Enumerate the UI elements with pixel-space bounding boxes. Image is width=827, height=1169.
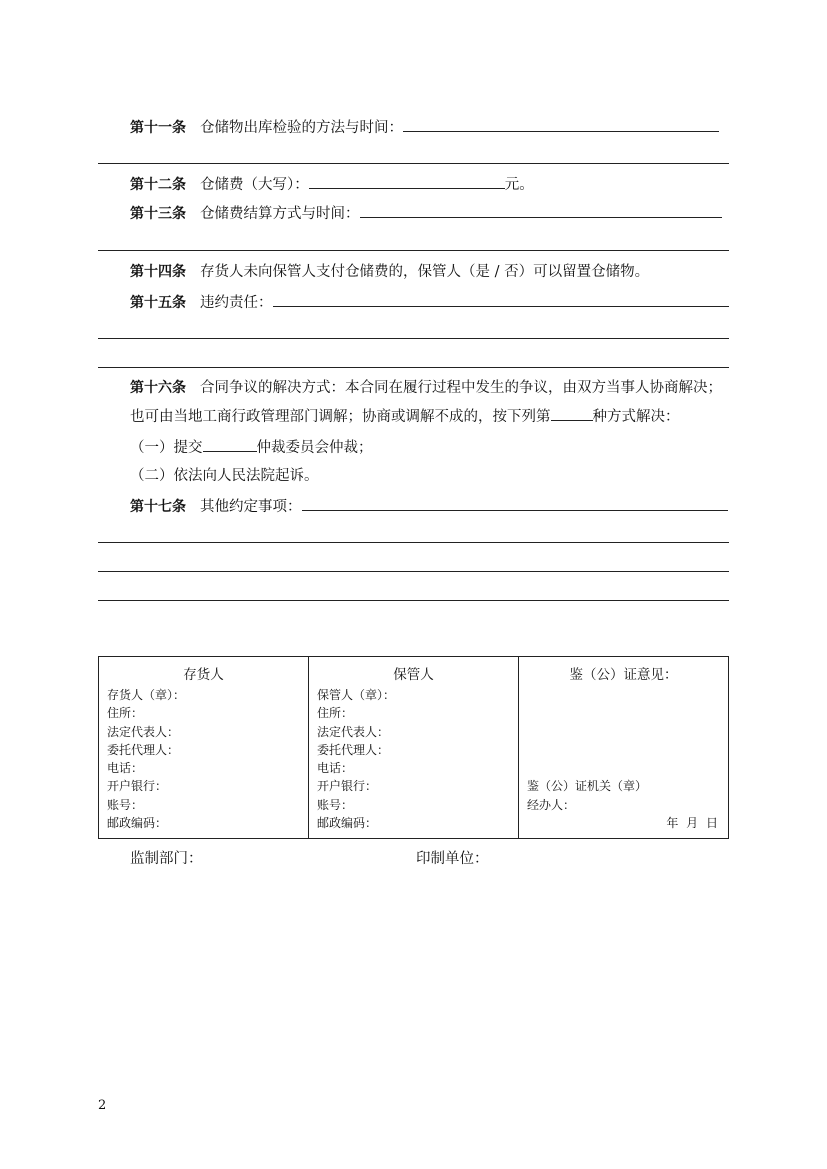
article-13	[130, 203, 722, 224]
custodian-field-seal[interactable]: 保管人（章）：	[317, 688, 396, 702]
dispute-method-blank[interactable]	[551, 406, 593, 421]
article-16-number: 第十六条	[130, 380, 186, 396]
signature-table	[98, 656, 729, 839]
article-14-number: 第十四条	[130, 264, 186, 280]
custodian-field-bank[interactable]: 开户银行：	[317, 779, 378, 794]
option-2-text: （二）依法向人民法院起诉。	[130, 468, 319, 484]
article-13-blank[interactable]	[360, 203, 722, 218]
article-13-blank-line[interactable]	[98, 250, 729, 251]
article-14-text: 存货人未向保管人支付仓储费的，保管人（是 / 否）可以留置仓储物。	[200, 264, 650, 280]
article-11	[130, 117, 719, 138]
dispute-option-1	[130, 437, 373, 458]
notary-bottom	[527, 777, 720, 832]
depositor-cell	[99, 657, 309, 839]
option-1-prefix: （一）提交	[130, 440, 203, 456]
storage-fee-blank[interactable]	[309, 174, 505, 189]
notary-handler[interactable]: 经办人：	[527, 797, 576, 812]
page-number: 2	[98, 1098, 107, 1113]
article-17	[130, 496, 728, 517]
article-16-text: 合同争议的解决方式：本合同在履行过程中发生的争议，由双方当事人协商解决；也可由当地工商行政管理部门调解；协商或调解不成的，按下列第	[130, 380, 722, 425]
depositor-field-account[interactable]: 账号：	[107, 797, 144, 812]
article-17-blank-line-3[interactable]	[98, 600, 729, 601]
arbitration-committee-blank[interactable]	[203, 437, 257, 452]
depositor-field-postcode[interactable]: 邮政编码：	[107, 816, 168, 831]
custodian-field-address[interactable]: 住所：	[317, 706, 354, 721]
notary-date[interactable]: 年 月 日	[666, 816, 720, 831]
custodian-field-legal-rep[interactable]: 法定代表人：	[317, 724, 390, 739]
depositor-field-phone[interactable]: 电话：	[107, 761, 144, 776]
custodian-field-agent[interactable]: 委托代理人：	[317, 742, 390, 757]
custodian-field-account[interactable]: 账号：	[317, 797, 354, 812]
article-13-text: 仓储费结算方式与时间：	[200, 206, 360, 222]
article-13-number: 第十三条	[130, 206, 186, 222]
custodian-field-postcode[interactable]: 邮政编码：	[317, 816, 378, 831]
article-17-blank-line-1[interactable]	[98, 542, 729, 543]
depositor-field-seal[interactable]: 存货人（章）：	[107, 688, 186, 702]
dispute-option-2	[130, 466, 319, 486]
article-17-text: 其他约定事项：	[200, 499, 302, 515]
article-12-text: 仓储费（大写）：	[200, 177, 309, 193]
supervisor-label: 监制部门：	[130, 851, 203, 867]
article-15-number: 第十五条	[130, 295, 186, 311]
article-11-text: 仓储物出库检验的方法与时间：	[200, 120, 403, 136]
article-11-number: 第十一条	[130, 120, 186, 136]
depositor-field-legal-rep[interactable]: 法定代表人：	[107, 724, 180, 739]
article-15	[130, 292, 729, 313]
article-15-text: 违约责任：	[200, 295, 273, 311]
depositor-field-bank[interactable]: 开户银行：	[107, 779, 168, 794]
article-15-blank-line-2[interactable]	[98, 367, 729, 368]
article-15-blank-line-1[interactable]	[98, 338, 729, 339]
article-11-blank[interactable]	[403, 117, 719, 132]
article-17-number: 第十七条	[130, 499, 186, 515]
custodian-field-phone[interactable]: 电话：	[317, 761, 354, 776]
article-12	[130, 174, 534, 195]
article-14	[130, 262, 649, 282]
article-12-suffix: 元。	[504, 177, 534, 193]
printer-label: 印制单位：	[416, 851, 489, 867]
article-16	[98, 374, 729, 432]
article-15-blank[interactable]	[273, 292, 729, 307]
article-17-blank-line-2[interactable]	[98, 571, 729, 572]
depositor-field-agent[interactable]: 委托代理人：	[107, 742, 180, 757]
custodian-cell	[309, 657, 519, 839]
depositor-field-address[interactable]: 住所：	[107, 706, 144, 721]
article-17-blank[interactable]	[302, 496, 728, 511]
notary-cell	[519, 657, 729, 839]
article-16-text-end: 种方式解决：	[592, 409, 680, 425]
notary-title: 鉴（公）证意见：	[569, 667, 678, 683]
custodian-title: 保管人	[393, 667, 434, 683]
article-12-number: 第十二条	[130, 177, 186, 193]
depositor-title: 存货人	[183, 667, 224, 683]
option-1-suffix: 仲裁委员会仲裁；	[256, 440, 373, 456]
notary-authority[interactable]: 鉴（公）证机关（章）	[527, 779, 648, 794]
article-11-blank-line[interactable]	[98, 163, 729, 164]
